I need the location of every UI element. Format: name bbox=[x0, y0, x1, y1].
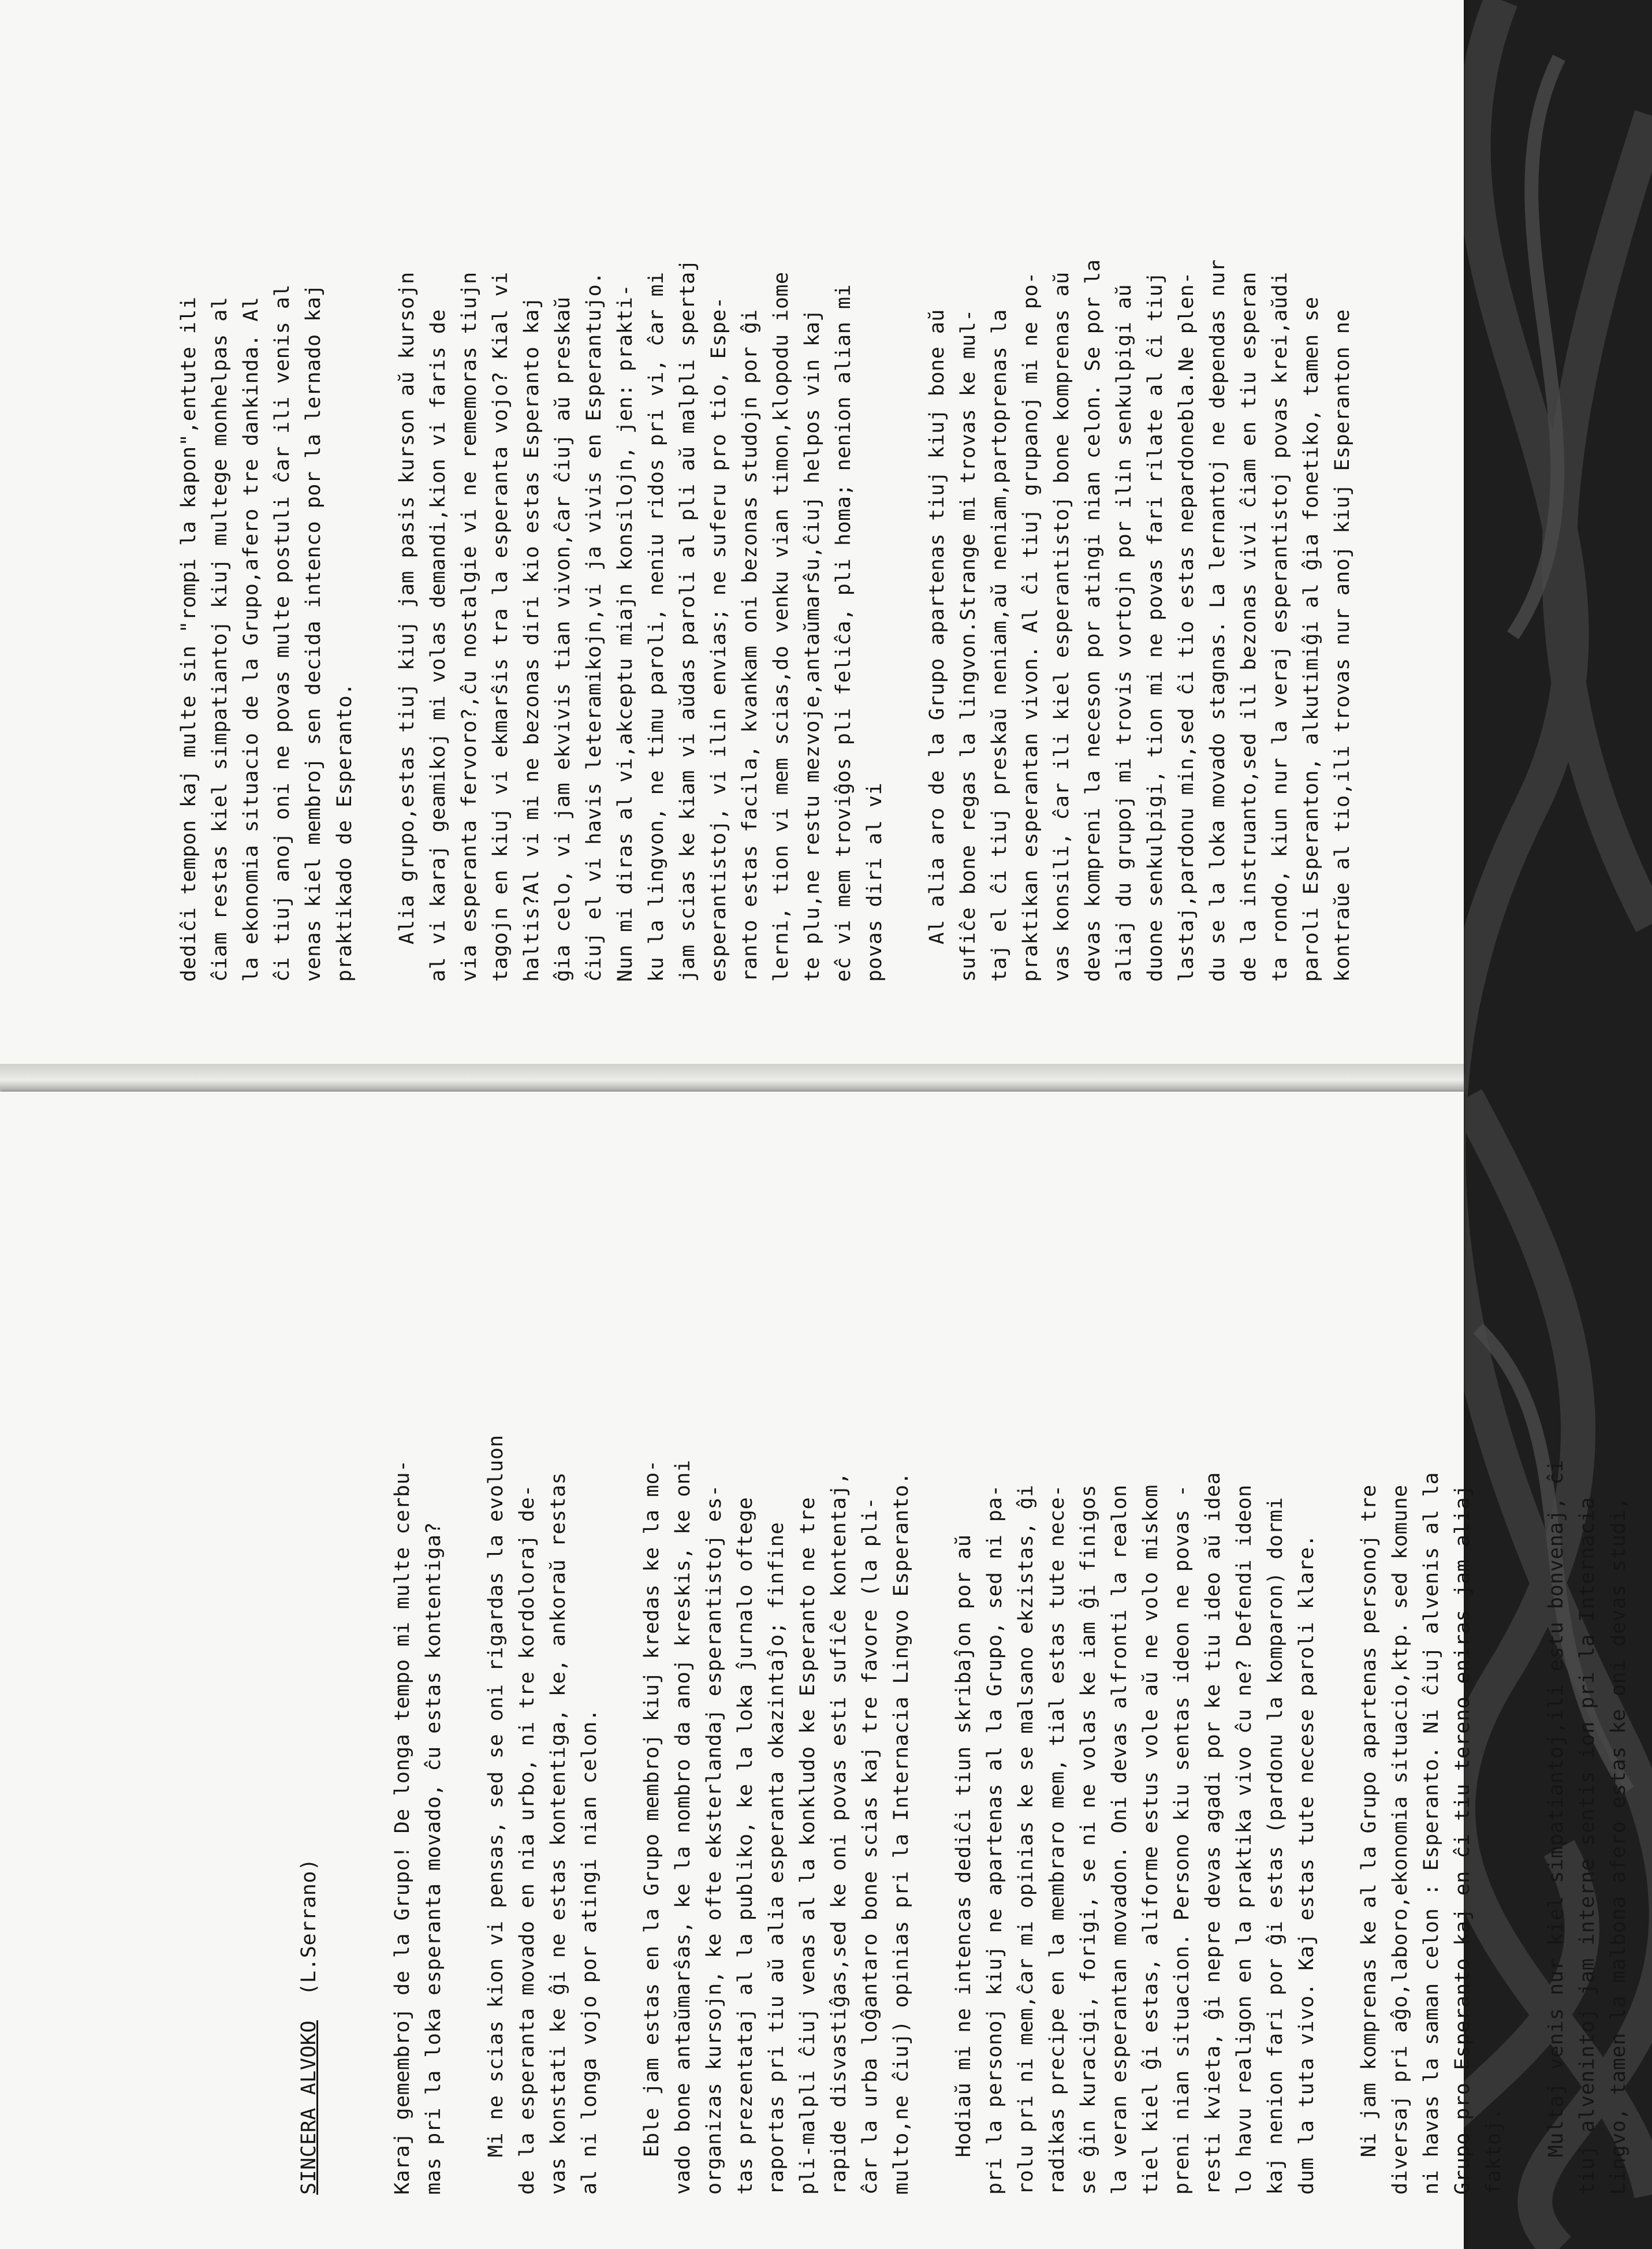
text-line: kontraŭe al tio,ili trovas nur anoj kiuj Esperanton ne bbox=[1331, 309, 1354, 982]
text-line: radikas precipe en la membraro mem, tial estas tute nece- bbox=[1046, 1484, 1069, 2195]
text-line: vado bone antaŭmarŝas, ke la nombro da anoj kreskis, ke oni bbox=[672, 1459, 695, 2195]
text-line: sufiĉe bone regas la lingvon.Strange mi trovas ke mul- bbox=[957, 309, 980, 982]
text-line: Lingvo, tamen la malbona afero estas ke oni devas studi, bbox=[1607, 1496, 1630, 2195]
text-line: resti kvieta, ĝi nepre devas agadi por ke tiu ideo aŭ idea bbox=[1202, 1472, 1225, 2195]
text-line: ĉar la urba loĝantaro bone scias kaj tre favore (la pli- bbox=[859, 1496, 882, 2195]
text-line: ĝia celo, vi jam ekvivis tian vivon,ĉar ĉiuj aŭ preskaŭ bbox=[551, 296, 575, 982]
text-line: de la instruanto,sed ili bezonas vivi ĉiam en tiu esperan bbox=[1237, 271, 1261, 982]
text-line: Mi ne scias kion vi pensas, sed se oni rigardas la evoluon bbox=[484, 1435, 508, 2195]
text-line: de la esperanta movado en nia urbo, ni tre kordoloraj de- bbox=[516, 1484, 539, 2195]
text-line: Multaj venis nur kiel simpatiantoj,ili estu bonvenaj, ĉi bbox=[1545, 1459, 1568, 2195]
paragraph-gap bbox=[449, 1201, 480, 2195]
right-paragraph bbox=[922, 12, 1358, 982]
text-line: pri la personoj kiuj ne apartenas al la Grupo, sed ni pa- bbox=[983, 1484, 1006, 2195]
text-line: Alia grupo,estas tiuj kiuj jam pasis kurson aŭ kursojn bbox=[396, 271, 419, 982]
text-line: tagojn en kiuj vi ekmarŝis tra la esperanta vojo? Kial vi bbox=[489, 271, 512, 982]
text-line: ta rondo, kiun nur la veraj esperantistoj povas krei,aŭdi bbox=[1269, 271, 1292, 982]
text-line: via esperanta fervoro?,ĉu nostalgie vi ne rememoras tiujn bbox=[458, 271, 481, 982]
text-line: praktikado de Esperanto. bbox=[333, 683, 356, 982]
text-line: raportas pri tiu aŭ alia esperanta okazintaĵo; finfine bbox=[765, 1522, 788, 2195]
text-line: devas kompreni la neceson por atingi nian celon. Se por la bbox=[1082, 259, 1105, 982]
text-line: dediĉi tempon kaj multe sin "rompi la kapon",entute ili bbox=[177, 296, 200, 982]
text-line: Hodiaŭ mi ne intencas dediĉi tiun skribaĵon por aŭ bbox=[952, 1534, 975, 2195]
right-paragraph bbox=[173, 12, 360, 982]
paragraph-gap bbox=[1509, 1201, 1541, 2195]
text-line: Grupo pro Esperanto kaj en ĉi tiu tereno eniras jam aliaj bbox=[1451, 1484, 1474, 2195]
left-paragraph bbox=[1353, 1201, 1509, 2195]
text-line: rapide disvastiĝas,sed ke oni povas esti sufiĉe kontentaj, bbox=[827, 1472, 851, 2195]
text-line: aliaj du grupoj mi trovis vortojn por ilin senkulpigi aŭ bbox=[1113, 284, 1136, 982]
text-line: se ĝin kuracigi, forigi, se ni ne volas ke iam ĝi finigos bbox=[1077, 1484, 1100, 2195]
left-paragraph bbox=[1541, 1201, 1634, 2195]
text-line: pli-malpli ĉiuj venas al la konkludo ke Esperanto ne tre bbox=[796, 1496, 819, 2195]
text-line: duone senkulpigi, tion mi ne povas fari rilate al ĉi tiuj bbox=[1144, 271, 1167, 982]
text-line: al vi karaj geamikoj mi volas demandi,kion vi faris de bbox=[427, 309, 450, 982]
text-line: ĉiam restas kiel simpatiantoj kiuj multege monhelpas al bbox=[208, 296, 232, 982]
left-paragraph bbox=[636, 1201, 917, 2195]
text-line: tiuj alvenintoj jam interne sentis ion pri la Internacia bbox=[1576, 1496, 1599, 2195]
text-line: Karaj gemembroj de la Grupo! De longa tempo mi multe cerbu- bbox=[391, 1459, 414, 2195]
article-heading bbox=[293, 1201, 325, 2195]
text-line: praktikan esperantan vivon. Al ĉi tiuj grupanoj mi ne po- bbox=[1019, 271, 1042, 982]
text-line: jam scias ke kiam vi aŭdas paroli al pli aŭ malpli spertaj bbox=[676, 259, 699, 982]
text-line: du se la loka movado stagnas. La lernantoj ne dependas nur bbox=[1206, 259, 1229, 982]
text-line: Ni jam komprenas ke al la Grupo apartenas personoj tre bbox=[1358, 1484, 1381, 2195]
text-line: rolu pri ni mem,ĉar mi opinias ke se malsano ekzistas, ĝi bbox=[1015, 1484, 1038, 2195]
paragraph-gap bbox=[917, 1201, 948, 2195]
text-line: la veran esperantan movadon. Oni devas alfronti la realon bbox=[1108, 1484, 1131, 2195]
left-paragraph bbox=[480, 1201, 605, 2195]
text-line: Al alia aro de la Grupo apartenas tiuj kiuj bone aŭ bbox=[926, 309, 949, 982]
left-paragraph bbox=[387, 1201, 449, 2195]
text-line: mas pri la loka esperanta movado, ĉu estas kontentiga? bbox=[422, 1522, 445, 2195]
text-line: faktoj. bbox=[1482, 2107, 1505, 2195]
text-line: esperantistoj, vi ilin envias; ne suferu pro tio, Espe- bbox=[707, 296, 730, 982]
text-line: venas kiel membroj sen decida intenco por la lernado kaj bbox=[302, 284, 325, 982]
text-line: ĉi tiuj anoj oni ne povas multe postuli ĉar ili venis al bbox=[271, 284, 294, 982]
text-line: tiel kiel ĝi estas, aliforme estus vole aŭ ne volo miskom bbox=[1139, 1484, 1162, 2195]
text-line: multo,ne ĉiuj) opinias pri la Internacia Lingvo Esperanto. bbox=[890, 1472, 913, 2195]
text-line: lastaj,pardonu min,sed ĉi tio estas nepardonebla.Ne plen- bbox=[1175, 271, 1198, 982]
text-line: Nun mi diras al vi,akceptu miajn konsilojn, jen: prakti- bbox=[614, 284, 637, 982]
text-line: al ni longa vojo por atingi nian celon. bbox=[578, 1708, 601, 2195]
article-author: (L.Serrano) bbox=[297, 1858, 320, 1995]
paragraph-gap bbox=[1322, 1201, 1353, 2195]
paragraph-gap bbox=[605, 1201, 636, 2195]
text-line: vas konsili, ĉar ili kiel esperantistoj bone komprenas aŭ bbox=[1050, 271, 1073, 982]
article-title: SINCERA ALVOKO bbox=[297, 2020, 320, 2195]
text-line: ku la lingvon, ne timu paroli, neniu ridos pri vi, ĉar mi bbox=[645, 271, 668, 982]
left-paragraph bbox=[948, 1201, 1322, 2195]
text-line: diversaj pri aĝo,laboro,ekonomia situacio,ktp. sed komune bbox=[1389, 1484, 1412, 2195]
text-line: preni nian situacion. Persono kiu sentas ideon ne povas - bbox=[1170, 1484, 1194, 2195]
text-line: Eble jam estas en la Grupo membroj kiuj kredas ke la mo- bbox=[640, 1459, 663, 2195]
text-line: ranto estas facila, kvankam oni bezonas studojn por ĝi bbox=[739, 309, 762, 982]
text-line: dum la tuta vivo. Kaj estas tute necese paroli klare. bbox=[1295, 1534, 1318, 2195]
right-paragraph bbox=[391, 12, 890, 982]
text-line: tas prezentataj al la publiko, ke la loka ĵurnalo oftege bbox=[734, 1496, 757, 2195]
text-line: te plu,ne restu mezvoje,antaŭmarŝu,ĉiuj helpos vin kaj bbox=[801, 309, 824, 982]
text-line: organizas kursojn, ke ofte eksterlandaj esperantistoj es- bbox=[703, 1484, 726, 2195]
left-page-text bbox=[231, 1201, 1634, 2195]
text-line: lo havu realigon en la praktika vivo ĉu ne? Defendi ideon bbox=[1233, 1484, 1256, 2195]
right-page-text bbox=[173, 12, 1358, 982]
text-line: ĉiuj el vi havis leteramikojn,vi ja vivis en Esperantujo. bbox=[583, 271, 606, 982]
text-line: la ekonomia situacio de la Grupo,afero tre dankinda. Al bbox=[240, 296, 263, 982]
text-line: povas diri al vi bbox=[863, 782, 886, 982]
text-line: paroli Esperanton, alkutimiĝi al ĝia fonetiko, tamen se bbox=[1300, 296, 1323, 982]
text-line: taj el ĉi tiuj preskaŭ neniam,aŭ neniam,partoprenas la bbox=[988, 309, 1011, 982]
text-line: vas konstati ke ĝi ne estas kontentiga, ke, ankoraŭ restas bbox=[547, 1472, 570, 2195]
text-line: kaj nenion fari por ĝi estas (pardonu la komparon) dormi bbox=[1264, 1496, 1287, 2195]
text-line: lerni, tion vi mem scias,do venku vian timon,klopodu iome bbox=[770, 271, 793, 982]
text-line: ni havas la saman celon : Esperanto. Ni ĉiuj alvenis al la bbox=[1420, 1472, 1443, 2195]
paragraph-gap bbox=[360, 12, 391, 982]
text-line: eĉ vi mem troviĝos pli feliĉa, pli homa; nenion alian mi bbox=[832, 284, 855, 982]
text-line: haltis?Al vi mi ne bezonas diri kio estas Esperanto kaj bbox=[520, 296, 543, 982]
paragraph-gap bbox=[890, 12, 922, 982]
